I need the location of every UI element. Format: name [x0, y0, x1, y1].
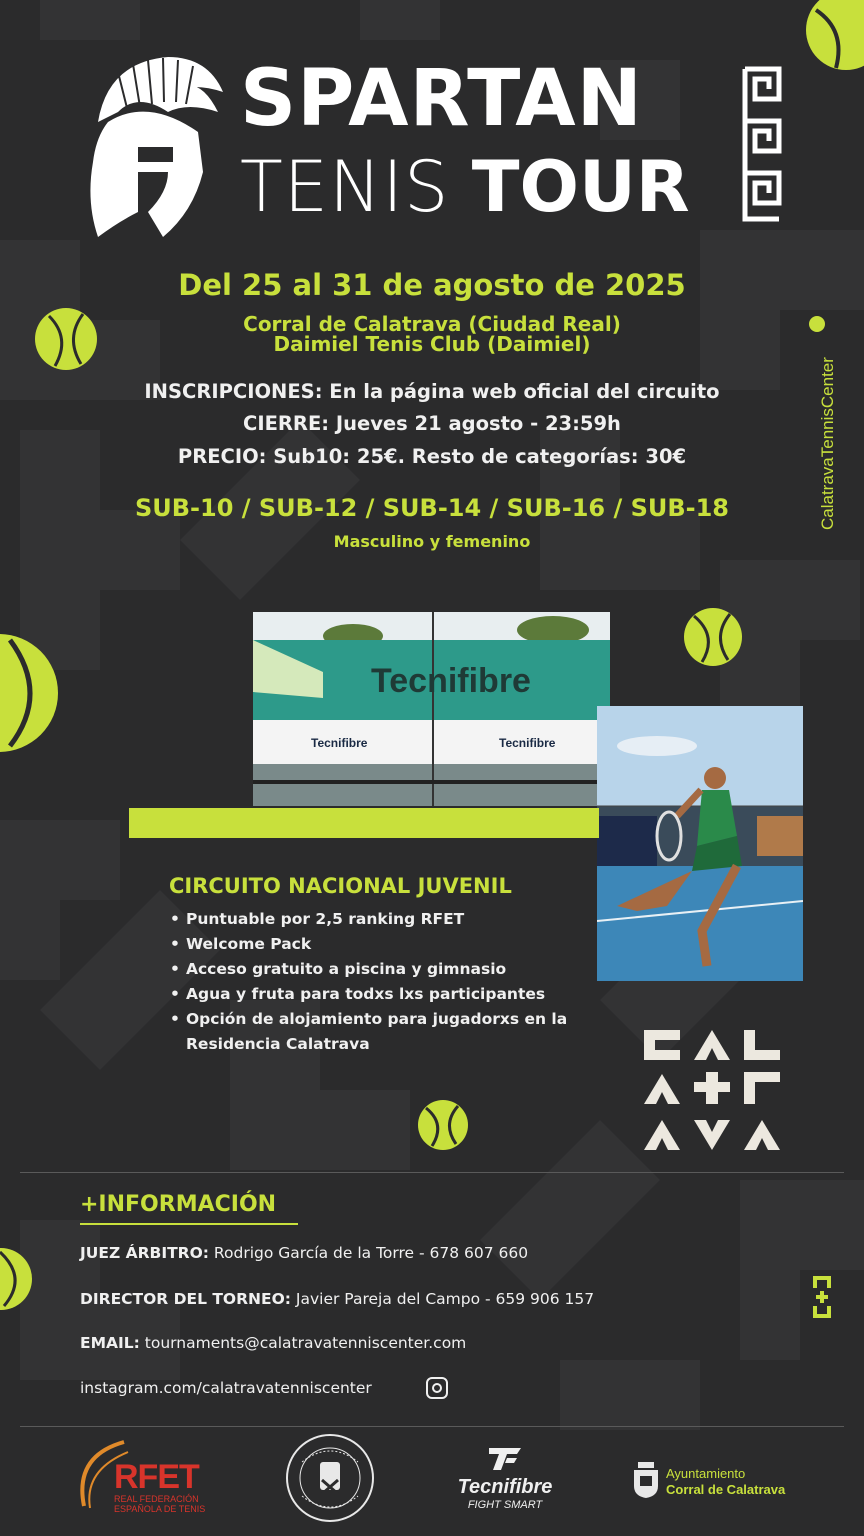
director-contact — [80, 1290, 594, 1308]
court-photo — [253, 612, 610, 806]
tennis-ball-icon — [418, 1100, 468, 1150]
divider — [20, 1426, 844, 1427]
spartan-helmet-icon — [78, 52, 228, 242]
federation-seal — [284, 1432, 376, 1524]
list-item: • Acceso gratuito a piscina y gimnasio — [170, 957, 590, 982]
title-tour: TOUR — [471, 146, 690, 228]
precio-text: PRECIO: Sub10: 25€. Resto de categorías: 30€ — [177, 445, 687, 468]
rfet-name: RFET — [114, 1458, 199, 1496]
instagram-link[interactable]: instagram.com/calatravatenniscenter — [80, 1379, 372, 1397]
rfet-subtitle-line1: REAL FEDERACIÓN — [114, 1494, 199, 1504]
director-label: DIRECTOR DEL TORNEO: — [80, 1290, 291, 1308]
event-location-1: Corral de Calatrava (Ciudad Real) — [243, 312, 621, 336]
banner-brand-small-2: Tecnifibre — [499, 736, 556, 750]
email-label: EMAIL: — [80, 1334, 140, 1352]
list-item: • Opción de alojamiento para jugadorxs en la Residencia Calatrava — [170, 1007, 590, 1057]
circuit-benefits-list — [170, 907, 590, 1057]
event-dates: Del 25 al 31 de agosto de 2025 — [178, 268, 686, 302]
banner-brand-text: Tecnifibre — [371, 662, 531, 700]
coat-of-arms-icon — [632, 1460, 660, 1500]
rfet-subtitle — [114, 1494, 205, 1514]
accent-bar — [129, 808, 599, 838]
title-line2 — [240, 146, 690, 228]
cierre-text: CIERRE: Jueves 21 agosto - 23:59h — [243, 412, 621, 435]
rfet-logo — [74, 1436, 214, 1516]
player-photo — [597, 706, 803, 981]
director-value: Javier Pareja del Campo - 659 906 157 — [295, 1290, 595, 1308]
judge-value: Rodrigo García de la Torre - 678 607 660 — [213, 1244, 529, 1262]
email-contact[interactable] — [80, 1334, 466, 1352]
title-line1: SPARTAN — [240, 54, 643, 144]
circuit-title: CIRCUITO NACIONAL JUVENIL — [169, 874, 512, 898]
ayuntamiento-logo — [632, 1458, 802, 1504]
tecnifibre-slogan: FIGHT SMART — [467, 1499, 543, 1511]
categories-text: SUB-10 / SUB-12 / SUB-14 / SUB-16 / SUB-18 — [134, 494, 730, 522]
ayuntamiento-line1: Ayuntamiento — [666, 1466, 746, 1481]
rfet-subtitle-line2: ESPAÑOLA DE TENIS — [114, 1504, 206, 1514]
greek-key-ornament — [742, 66, 782, 222]
more-info-title: +INFORMACIÓN — [80, 1192, 277, 1217]
side-brand-text: CalatravaTennisCenter — [818, 357, 837, 530]
tecnifibre-name: Tecnifibre — [457, 1476, 553, 1498]
email-value[interactable]: tournaments@calatravatenniscenter.com — [144, 1334, 467, 1352]
list-item: • Puntuable por 2,5 ranking RFET — [170, 907, 590, 932]
tennis-ball-icon — [684, 608, 742, 666]
banner-brand-small: Tecnifibre — [311, 736, 368, 750]
ayuntamiento-line2: Corral de Calatrava — [666, 1482, 786, 1497]
tecnifibre-logo — [450, 1446, 560, 1512]
calatrava-mini-icon — [813, 1276, 831, 1318]
inscripciones-text: INSCRIPCIONES: En la página web oficial del circuito — [144, 380, 720, 403]
federation-name: FEDERACIÓN DE TENIS CASTILLA-LA MANCHA — [284, 1432, 307, 1433]
instagram-icon[interactable] — [426, 1377, 448, 1399]
divider — [20, 1172, 844, 1173]
list-item: • Welcome Pack — [170, 932, 590, 957]
calatrava-logo — [644, 1024, 782, 1154]
tecnifibre-mark-icon — [487, 1446, 523, 1472]
event-location-2: Daimiel Tenis Club (Daimiel) — [273, 332, 591, 356]
judge-contact — [80, 1244, 528, 1262]
judge-label: JUEZ ÁRBITRO: — [80, 1244, 209, 1262]
title-tenis: TENIS — [240, 146, 450, 228]
list-item: • Agua y fruta para todxs lxs participantes — [170, 982, 590, 1007]
more-info-underline — [80, 1223, 298, 1225]
gender-text: Masculino y femenino — [333, 532, 531, 551]
